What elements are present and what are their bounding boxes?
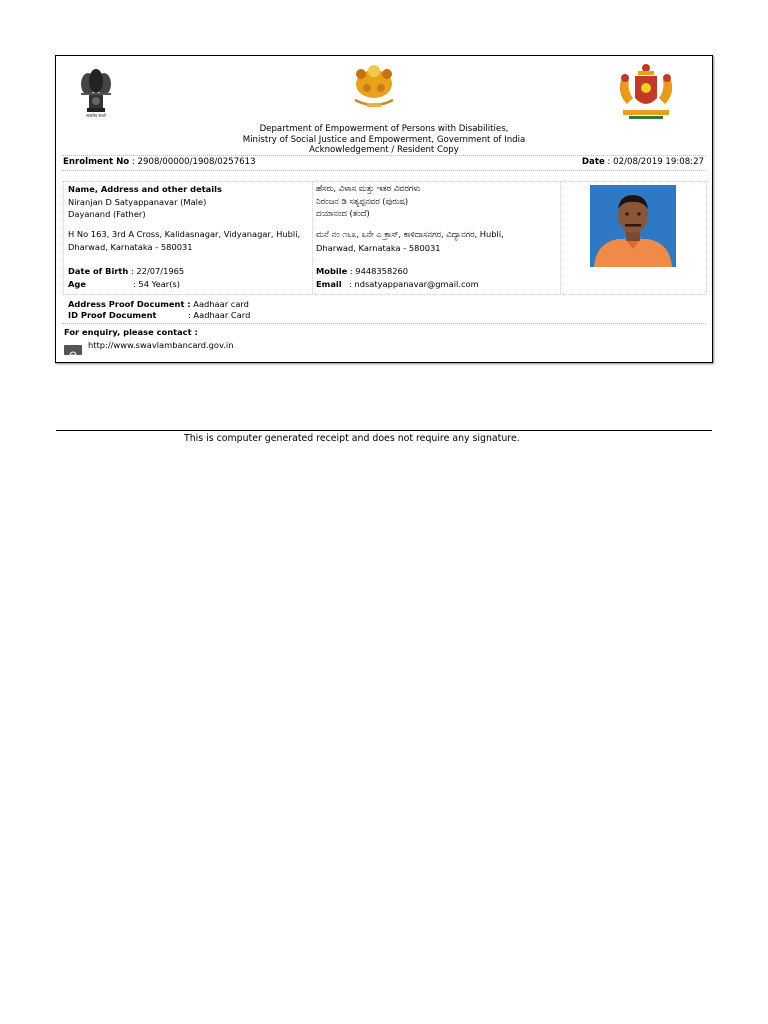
emblem-caption: सत्यमेव जयते bbox=[86, 113, 106, 118]
id-proof-value: : Aadhaar Card bbox=[188, 309, 251, 320]
footer-note: This is computer generated receipt and does not require any signature. bbox=[184, 433, 520, 444]
department-line: Department of Empowerment of Persons with Disabilities, bbox=[259, 124, 509, 134]
address-proof: Address Proof Document : Aadhaar card bbox=[68, 299, 249, 309]
ministry-line: Ministry of Social Justice and Empowerment, Government of India bbox=[242, 134, 526, 145]
id-proof-label: ID Proof Document bbox=[68, 309, 157, 320]
karnataka-emblem-logo bbox=[611, 62, 681, 124]
acknowledgement-card bbox=[55, 55, 713, 363]
document-type-line: Acknowledgement / Resident Copy bbox=[309, 145, 459, 155]
applicant-name-kn: ನಿರಂಜನ ಡಿ ಸತ್ಯಪ್ಪನವರ (ಪುರುಷ) bbox=[316, 195, 409, 206]
applicant-photo bbox=[590, 185, 676, 267]
relation-kn: ದಯಾನಂದ (ತಂದೆ) bbox=[316, 208, 370, 218]
divider bbox=[62, 155, 706, 156]
email-label: Email bbox=[316, 278, 342, 289]
receipt-date: Date : 02/08/2019 19:08:27 bbox=[581, 157, 704, 167]
age-label: Age bbox=[68, 278, 86, 289]
globe-icon bbox=[64, 345, 82, 355]
address-line1-en: H No 163, 3rd A Cross, Kalidasnagar, Vidyanagar, Hubli, bbox=[68, 229, 301, 239]
department-logo bbox=[347, 64, 401, 112]
column-divider bbox=[312, 181, 313, 293]
enrolment-number: Enrolment No : 2908/00000/1908/0257613 bbox=[63, 157, 256, 167]
age-value: : 54 Year(s) bbox=[133, 278, 180, 289]
applicant-name-en: Niranjan D Satyappanavar (Male) bbox=[68, 196, 207, 207]
email-address: : ndsatyappanavar@gmail.com bbox=[349, 278, 479, 289]
address-line2-en: Dharwad, Karnataka - 580031 bbox=[68, 241, 193, 252]
enquiry-website-link[interactable]: http://www.swavlambancard.gov.in bbox=[88, 340, 234, 350]
mobile-number: Mobile : 9448358260 bbox=[316, 266, 409, 276]
enquiry-label: For enquiry, please contact : bbox=[64, 327, 198, 337]
divider bbox=[62, 170, 706, 171]
details-heading-kn: ಹೆಸರು, ವಿಳಾಸ ಮತ್ತು ಇತರ ವಿವರಗಳು bbox=[316, 183, 421, 193]
address-line2-kn: Dharwad, Karnataka - 580031 bbox=[316, 242, 441, 253]
national-emblem-logo bbox=[78, 64, 114, 122]
relation-en: Dayanand (Father) bbox=[68, 209, 146, 219]
address-line1-kn: ಮನೆ ನಂ ೧೬೩, ೩ನೇ ಎ ಕ್ರಾಸ್, ಕಾಳಿದಾಸನಗರ, ವಿದ್ಯಾನಗರ, Hubli, bbox=[316, 229, 504, 239]
date-of-birth: Date of Birth : 22/07/1965 bbox=[68, 266, 185, 276]
details-heading-en: Name, Address and other details bbox=[68, 184, 222, 194]
footer-rule bbox=[56, 430, 712, 431]
divider bbox=[62, 323, 706, 324]
column-divider bbox=[560, 181, 561, 293]
